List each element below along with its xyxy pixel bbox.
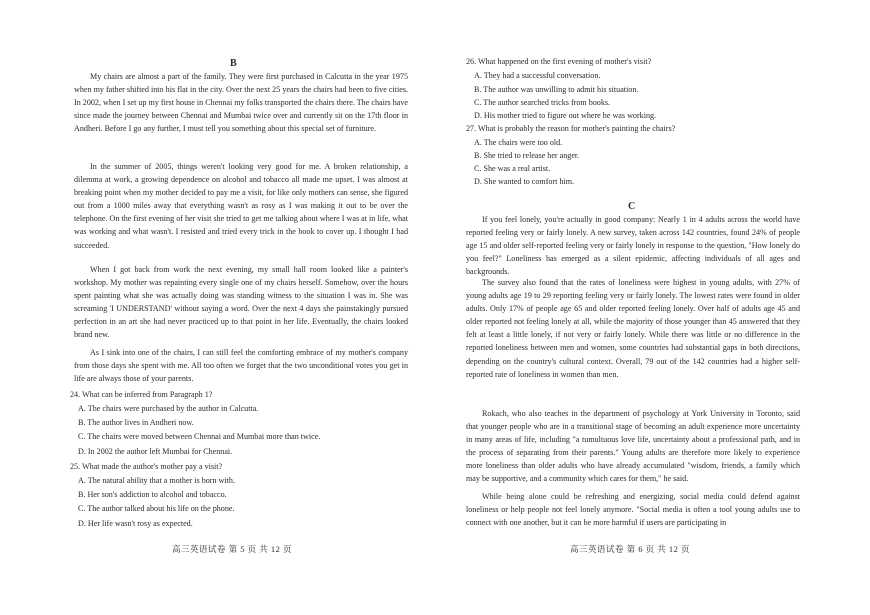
- question-25-stem: 25. What made the author's mother pay a visit?: [70, 462, 223, 471]
- section-b-heading: B: [230, 58, 237, 69]
- passage-b-paragraph-1: My chairs are almost a part of the family. They were first purchased in Calcutta in the year 1975 when my father shifted into his flat in the city. Over the next 25 years the chairs had been to five cities. In 2002, when I set up my first house in Chennai my folks transported the chairs there. The chairs have since made the journey between Chennai and Mumbai twice over and currently sit on the 17th floor in Andheri. Before I go any further, I must tell you something about this special set of furniture.: [74, 72, 408, 134]
- passage-c-paragraph-3: Rokach, who also teaches in the department of psychology at York University in Toronto, said that younger people who are in a transitional stage of becoming an adult experience more uncertainty in many areas of life, including "a tumultuous love life, uncertainty about a professional path, and in the process of separating from their parents." Young adults are therefore more likely to experience more loneliness than older adults who have already accumulated "wisdom, friends, a family which may be supportive, and a community which cares for them," he said.: [466, 409, 800, 484]
- question-27-option-b: B. She tried to release her anger.: [474, 151, 580, 160]
- question-24-option-a: A. The chairs were purchased by the author in Calcutta.: [78, 404, 259, 413]
- question-24-option-d: D. In 2002 the author left Mumbai for Chennai.: [78, 447, 233, 456]
- passage-b-paragraph-3: When I got back from work the next evening, my small hall room looked like a painter's workshop. My mother was repainting every single one of my chairs herself. Somehow, over the hours spent painting what she was actually doing was standing witness to the situation I was in. She was screaming 'I UNDERSTAND' without saying a word. Over the next 4 days she painstakingly pursued perfection in an art she had never practiced up to that point in her life. Eventually, the chairs looked brand new.: [74, 265, 408, 340]
- right-page-footer: 高三英语试卷 第 6 页 共 12 页: [570, 544, 691, 554]
- passage-c-paragraph-4: While being alone could be refreshing and energizing, social media could defend against loneliness or help people not feel lonely anymore. "Social media is often a tool young adults use to connect with one another, but it can be more harmful if users are participating in: [466, 492, 800, 528]
- question-26-option-d: D. His mother tried to figure out where he was working.: [474, 111, 657, 120]
- question-26-option-c: C. The author searched tricks from books.: [474, 98, 611, 107]
- passage-c-paragraph-1: If you feel lonely, you're actually in good company: Nearly 1 in 4 adults across the world have reported feeling very or fairly lonely. A new survey, taken across 142 countries, found 24% of people age 15 and older self-reported feeling very or fairly lonely in response to the question, "How lonely do you feel?" Loneliness has emerged as a silent epidemic, affecting individuals of all ages and backgrounds.: [466, 215, 800, 277]
- question-27-option-c: C. She was a real artist.: [474, 164, 551, 173]
- question-25-option-c: C. The author talked about his life on the phone.: [78, 504, 235, 513]
- question-27-stem: 27. What is probably the reason for mother's painting the chairs?: [466, 124, 676, 133]
- passage-b-paragraph-2: In the summer of 2005, things weren't looking very good for me. A broken relationship, a dilemma at work, a growing dependence on alcohol and tobacco all made me upset. I was almost at breaking point when my mother decided to pay me a visit, for like only mothers can sense, she figured out from a 1000 miles away that everything wasn't as rosy as I was making it out to be over the telephone. On the first evening of her visit she tried to get me talking about where I was at in life, what was working and what wasn't. I resisted and tried every trick in the book to cover up. I thought I had succeeded.: [74, 162, 408, 250]
- question-26-stem: 26. What happened on the first evening of mother's visit?: [466, 57, 652, 66]
- question-24-stem: 24. What can be inferred from Paragraph 1?: [70, 390, 213, 399]
- question-24-option-b: B. The author lives in Andheri now.: [78, 418, 194, 427]
- left-page: [62, 0, 410, 615]
- left-page-footer: 高三英语试卷 第 5 页 共 12 页: [172, 544, 293, 554]
- passage-b-paragraph-4: As I sink into one of the chairs, I can still feel the comforting embrace of my mother's company from those days she spent with me. All too often we forget that the two unconditional votes you get in life are always those of your parents.: [74, 348, 408, 384]
- question-25-option-a: A. The natural ability that a mother is born with.: [78, 476, 235, 485]
- question-26-option-b: B. The author was unwilling to admit his situation.: [474, 85, 639, 94]
- question-27-option-d: D. She wanted to comfort him.: [474, 177, 575, 186]
- question-26-option-a: A. They had a successful conversation.: [474, 71, 601, 80]
- section-c-heading: C: [628, 201, 636, 212]
- question-24-option-c: C. The chairs were moved between Chennai and Mumbai more than twice.: [78, 432, 321, 441]
- question-27-option-a: A. The chairs were too old.: [474, 138, 563, 147]
- passage-c-paragraph-2: The survey also found that the rates of loneliness were highest in young adults, with 27% of young adults age 19 to 29 reporting feeling very or fairly lonely. The lowest rates were found in older adults. Only 17% of people age 65 and older reported feeling lonely. Over half of adults age 45 and older reported not feeling lonely at all, while the majority of those younger than 45 answered that they felt at least a little lonely, if not very or fairly lonely. While there was little or no difference in the reported loneliness between men and women, some countries had substantial gaps in both directions, depending on the country's cultural context. Overall, 79 out of the 142 countries had a higher self-reported rate of loneliness in women than men.: [466, 278, 800, 379]
- question-25-option-d: D. Her life wasn't rosy as expected.: [78, 519, 193, 528]
- right-page: [460, 0, 800, 615]
- question-25-option-b: B. Her son's addiction to alcohol and tobacco.: [78, 490, 227, 499]
